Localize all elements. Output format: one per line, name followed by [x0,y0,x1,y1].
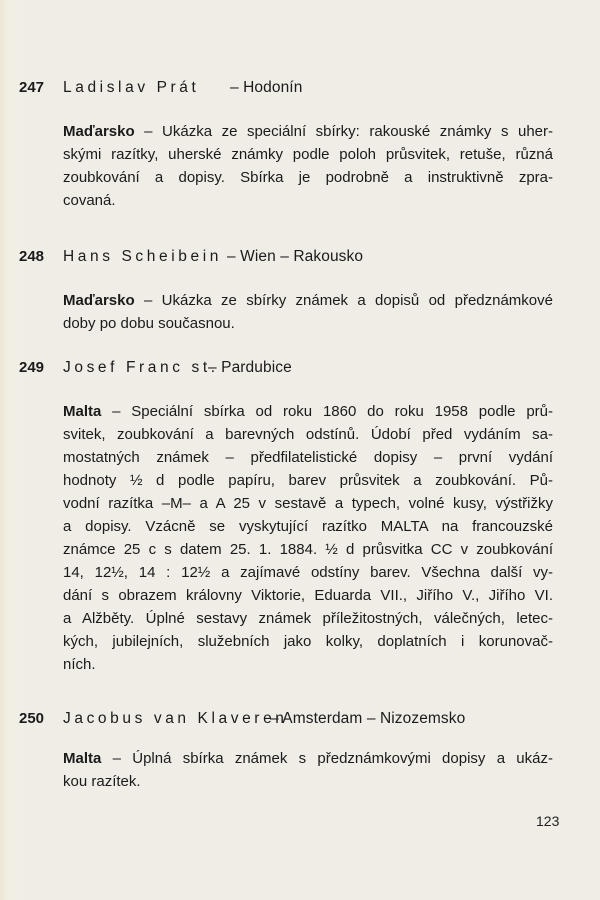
entry-description: Malta – Speciální sbírka od roku 1860 do roku 1958 podle prů- svitek, zoubkování a barevných odstínů. Údobí před vydáním sa- mostatných známek – předfilatelistické dopisy – první vydání hodnoty ½ d podle papíru, barev průsvitek a zoubkování. Pů- vodní razítka –M– a A 25 v sestavě a typech, volné kusy, výstřižky a dopisy. Vzácně se vyskytující razítko MALTA na francouzské známce 25 c s datem 25. 1. 1884. ½ d průsvitka CC v zoubkování 14, 12½, 14 : 12½ a zajímavé odstíny barev. Všechna další vy- dání s obrazem královny Viktorie, Eduarda VII., Jiřího V., Jiřího VI. a Alžběty. Úplné sestavy známek příležitostných, válečných, letec- kých, jubilejních, služebních jako kolky, doplatních i korunovač- ních. [63,403,553,673]
exhibitor-location: – Wien – Rakousko [227,248,364,265]
exhibitor-name: Ladislav Prát [63,79,200,96]
exhibitor-location: – Hodonín [230,79,303,96]
entry-number: 248 [19,248,45,265]
country-label: Maďarsko [63,292,135,309]
exhibitor-name: Jacobus van Klaveren [63,710,288,727]
entry-description: Maďarsko – Ukázka ze speciální sbírky: rakouské známky s uher- skými razítky, uherské známky podle poloh průsvitek, retuše, různá zoubkování a dopisy. Sbírka je podrobně a instruktivně zpra- covaná. [63,123,553,209]
exhibitor-location: – Pardubice [208,359,292,376]
entry-description: Maďarsko – Ukázka ze sbírky známek a dopisů od předznámkové doby po dobu současnou. [63,292,553,332]
exhibitor-name: Hans Scheibein [63,248,222,265]
exhibitor-location: – Amsterdam – Nizozemsko [270,710,466,727]
entry-number: 249 [19,359,45,376]
page-number: 123 [536,813,560,829]
entry-description: Malta – Úplná sbírka známek s předznámkovými dopisy a ukáz- kou razítek. [63,750,553,790]
country-label: Maďarsko [63,123,135,140]
entry-number: 250 [19,710,45,727]
exhibitor-name: Josef Franc st. [63,359,219,376]
country-label: Malta [63,750,102,767]
entry-number: 247 [19,79,45,96]
country-label: Malta [63,403,102,420]
